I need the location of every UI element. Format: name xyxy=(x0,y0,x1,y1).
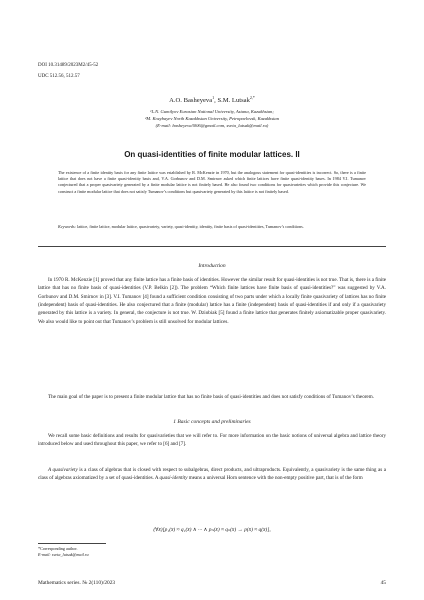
section-1-heading: 1 Basic concepts and preliminaries xyxy=(173,419,251,425)
author-mark-b: 2,* xyxy=(249,95,255,100)
footnote-email: E-mail: sveta_lutsak@mail.ru xyxy=(38,552,89,557)
affiliation-2: ²M. Kozybayev North Kazakhstan University, Petropavlovsk, Kazakhstan xyxy=(144,116,280,121)
s1-p2-text-b: means a universal Horn sentence with the non-empty positive part, that is of the form xyxy=(187,475,363,482)
author-mark-a: 1 xyxy=(212,95,215,100)
journal-footer: Mathematics series. № 2(110)/2023 xyxy=(38,580,116,586)
author-lutsak: S.M. Lutsak xyxy=(217,97,250,105)
section-1-paragraph-2 xyxy=(38,466,386,483)
introduction-heading: Introduction xyxy=(198,263,226,269)
author-basheyeva: A.O. Basheyeva xyxy=(169,97,213,105)
doi-label: DOI 10.31489/2023M2/45-52 xyxy=(38,63,99,68)
term-quasivariety: A quasivariety xyxy=(48,467,78,473)
paper-title: On quasi-identities of finite modular lattices. II xyxy=(124,150,300,159)
keywords-label: Keywords: xyxy=(58,224,76,229)
introduction-paragraph-1 xyxy=(38,276,386,326)
footnote-corresponding: *Corresponding author. xyxy=(38,546,78,551)
affiliation-1: ¹L.N. Gumilyov Eurasian National University, Astana, Kazakhstan; xyxy=(150,109,274,114)
abstract-divider xyxy=(38,246,386,247)
term-quasi-identity: quasi-identity xyxy=(159,475,188,482)
section-1-paragraph-1 xyxy=(38,432,386,449)
intro-p1-text: In 1970 R. McKenzie [1] proved that any finite lattice has a finite basis of identities. However the similar result for quasi-identities is not true. That is, there is a finite lattice that has no finite basis of quasi-identities (V.P. Belkin [2]). The problem “Which finite lattices have finite basis of quasi-identities?” was suggested by V.A. Gorbunov and D.M. Smirnov in [3]. V.I. Tumanov [4] found a sufficient condition consisting of two parts under which a locally finite quasivariety of lattices has no finite (independent) basis of quasi-identities. He also conjectured that a finite (modular) lattice has a finite (independent) basis of quasi-identities if and only if a quasivariety generated by this lattice is a variety. In general, the conjecture is not true. W. Dziobiak [5] found a finite lattice that generates finitely axiomatizable proper quasivariety. We also would like to point out that Tumanov’s problem is still unsolved for modular lattices. xyxy=(38,277,386,325)
footnote-divider xyxy=(38,543,106,544)
affiliation-email: (E-mail: basheyeva3006@gmail.com, sveta_lutsak@mail.ru) xyxy=(155,123,269,128)
intro-p2-text: The main goal of the paper is to present a finite modular lattice that has no finite basis of quasi-identities and does not satisfy conditions of Tumanov’s theorem. xyxy=(48,394,374,400)
author-line xyxy=(0,95,424,104)
s1-p1-text: We recall some basic definitions and results for quasivarieties that we will refer to. For more information on the basic notions of universal algebra and lattice theory introduced below and used throughout this paper, we refer to [6] and [7]. xyxy=(38,433,386,448)
udc-label: UDC 512.56, 512.57 xyxy=(38,74,80,79)
s1-p2-text-a: is a class of algebras that is closed with respect to subalgebras, direct products, and ultraproducts. Equivalently, a quasivariety is the same thing as a class of algebras axiomatized by a set of quasi-identities. A xyxy=(38,467,386,482)
page-number: 45 xyxy=(380,580,386,586)
keywords-text: lattice, finite lattice, modular lattice, quasivariety, variety, quasi-identity, identity, finite basis of quasi-identities, Tumanov’s conditions. xyxy=(76,224,304,229)
introduction-paragraph-2 xyxy=(38,393,386,401)
author-separator: , xyxy=(214,97,218,105)
abstract: The existence of a finite identity basis for any finite lattice was established by R. McKenzie in 1970, but the analogous statement for quasi-identities is incorrect. So, there is a finite lattice that does not have a finite quasi-identity basis and, V.A. Gorbunov and D.M. Smirnov asked which finite lattices have finite quasi-identity bases. In 1984 V.I. Tumanov conjectured that a proper quasivariety generated by a finite modular lattice is not finitely based. He also found two conditions for quasivarieties which provide this conjecture. We construct a finite modular lattice that does not satisfy Tumanov’s conditions but quasivariety generated by this lattice is not finitely based. xyxy=(58,170,366,194)
keywords xyxy=(58,224,366,230)
quasi-identity-formula: (∀x̄)[p₁(x̄) ≈ q₁(x̄) ∧ ··· ∧ pₙ(x̄) ≈ qₙ(x̄) → p(x̄) ≈ q(x̄)], xyxy=(153,527,271,533)
